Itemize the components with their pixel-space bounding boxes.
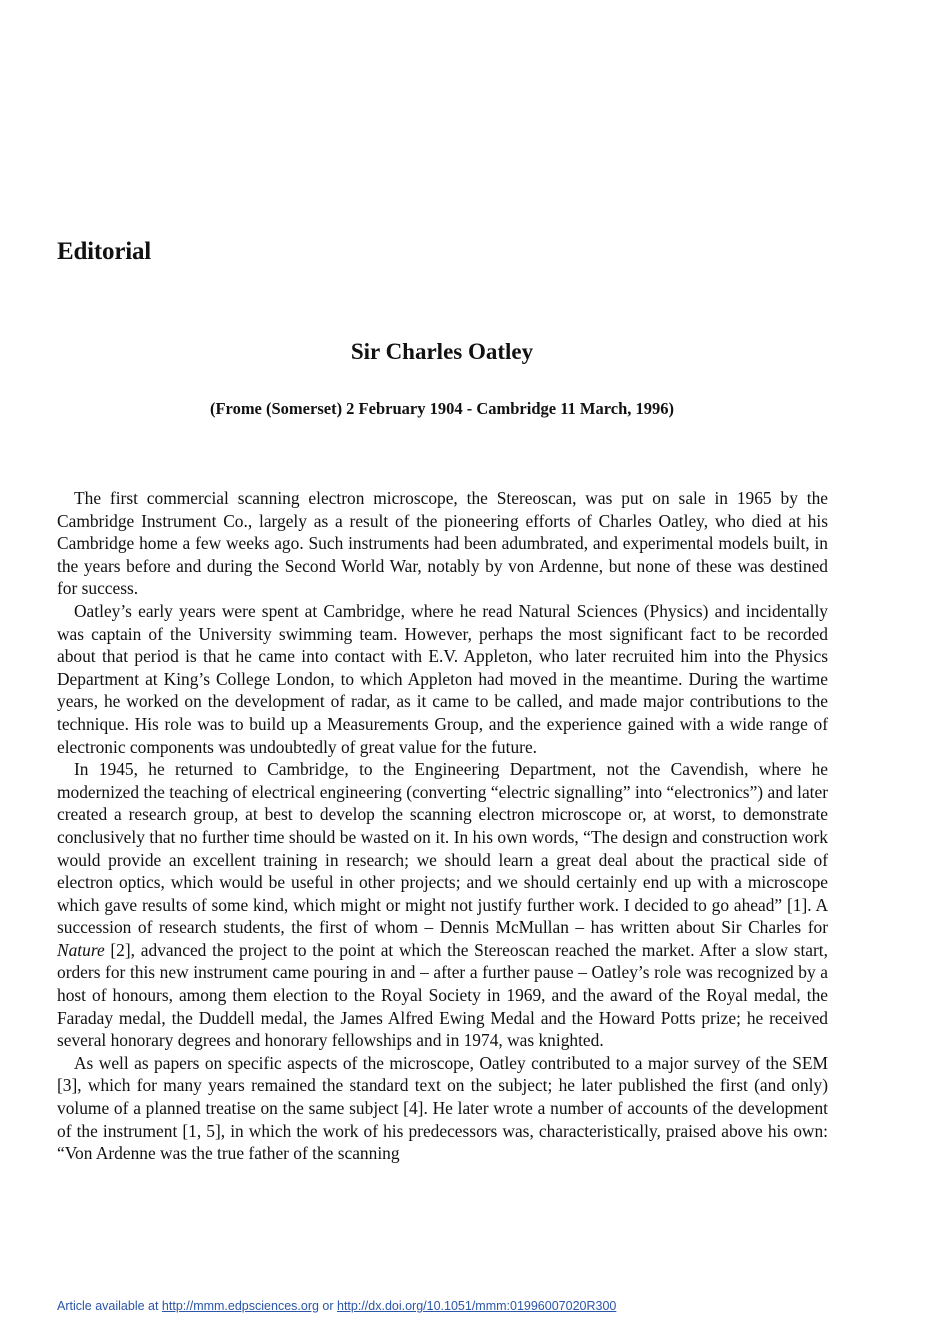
article-subtitle: (Frome (Somerset) 2 February 1904 - Cambridge 11 March, 1996) bbox=[209, 399, 675, 418]
paragraph-3-text-a: In 1945, he returned to Cambridge, to the Engineering Department, not the Cavendish, where he modernized the teaching of electrical engineering (converting “electric signalling” into “electronics”) and later created a research group, at best to develop the scanning electron microscope or, at worst, to demonstrate conclusively that no further time should be wasted on it. In his own words, “The design and construction work would provide an excellent training in research; we should learn a great deal about the practical side of electron optics, which would be useful in other projects; and we should certainly end up with a microscope which gave results of some kind, which might or might not justify further work. I decided to go ahead” [1]. A succession of research students, the first of whom – Dennis McMullan – has written about Sir Charles for bbox=[57, 759, 828, 938]
article-body bbox=[57, 487, 828, 1165]
paragraph-2: Oatley’s early years were spent at Cambridge, where he read Natural Sciences (Physics) and incidentally was captain of the University swimming team. However, perhaps the most significant fact to be recorded about that period is that he came into contact with E.V. Appleton, who later recruited him into the Physics Department at King’s College London, to which Appleton had moved in the meantime. During the wartime years, he worked on the development of radar, as it came to be called, and made major contributions to the technique. His role was to build up a Measurements Group, and the experience gained with a wide range of electronic components was undoubtedly of great value for the future. bbox=[57, 600, 828, 757]
journal-name-nature: Nature bbox=[57, 939, 105, 960]
footer-link-doi[interactable]: http://dx.doi.org/10.1051/mmm:01996007020R300 bbox=[337, 1299, 617, 1313]
paragraph-4: As well as papers on specific aspects of the microscope, Oatley contributed to a major survey of the SEM [3], which for many years remained the standard text on the subject; he later published the first (and only) volume of a planned treatise on the same subject [4]. He later wrote a number of accounts of the development of the instrument [1, 5], in which the work of his predecessors was, characteristically, praised above his own: “Von Ardenne was the true father of the scanning bbox=[57, 1052, 828, 1164]
footer-availability bbox=[57, 1299, 616, 1313]
footer-separator: or bbox=[318, 1299, 337, 1313]
footer-link-journal[interactable]: http://mmm.edpsciences.org bbox=[161, 1299, 319, 1313]
paragraph-3 bbox=[57, 758, 828, 1052]
paragraph-1: The first commercial scanning electron microscope, the Stereoscan, was put on sale in 1965 by the Cambridge Instrument Co., largely as a result of the pioneering efforts of Charles Oatley, who died at his Cambridge home a few weeks ago. Such instruments had been adumbrated, and experimental models built, in the years before and during the Second World War, notably by von Ardenne, but none of these was destined for success. bbox=[57, 488, 828, 599]
footer-prefix: Article available at bbox=[57, 1299, 162, 1313]
article-title: Sir Charles Oatley bbox=[350, 339, 534, 364]
section-label: Editorial bbox=[57, 238, 152, 265]
paragraph-3-text-b: [2], advanced the project to the point at which the Stereoscan reached the market. After a slow start, orders for this new instrument came pouring in and – after a further pause – Oatley’s role was recognized by a host of honours, among them election to the Royal Society in 1969, and the award of the Royal medal, the Faraday medal, the Duddell medal, the James Alfred Ewing Medal and the Howard Potts prize; he received several honorary degrees and honorary fellowships and in 1974, was knighted. bbox=[57, 939, 828, 1051]
